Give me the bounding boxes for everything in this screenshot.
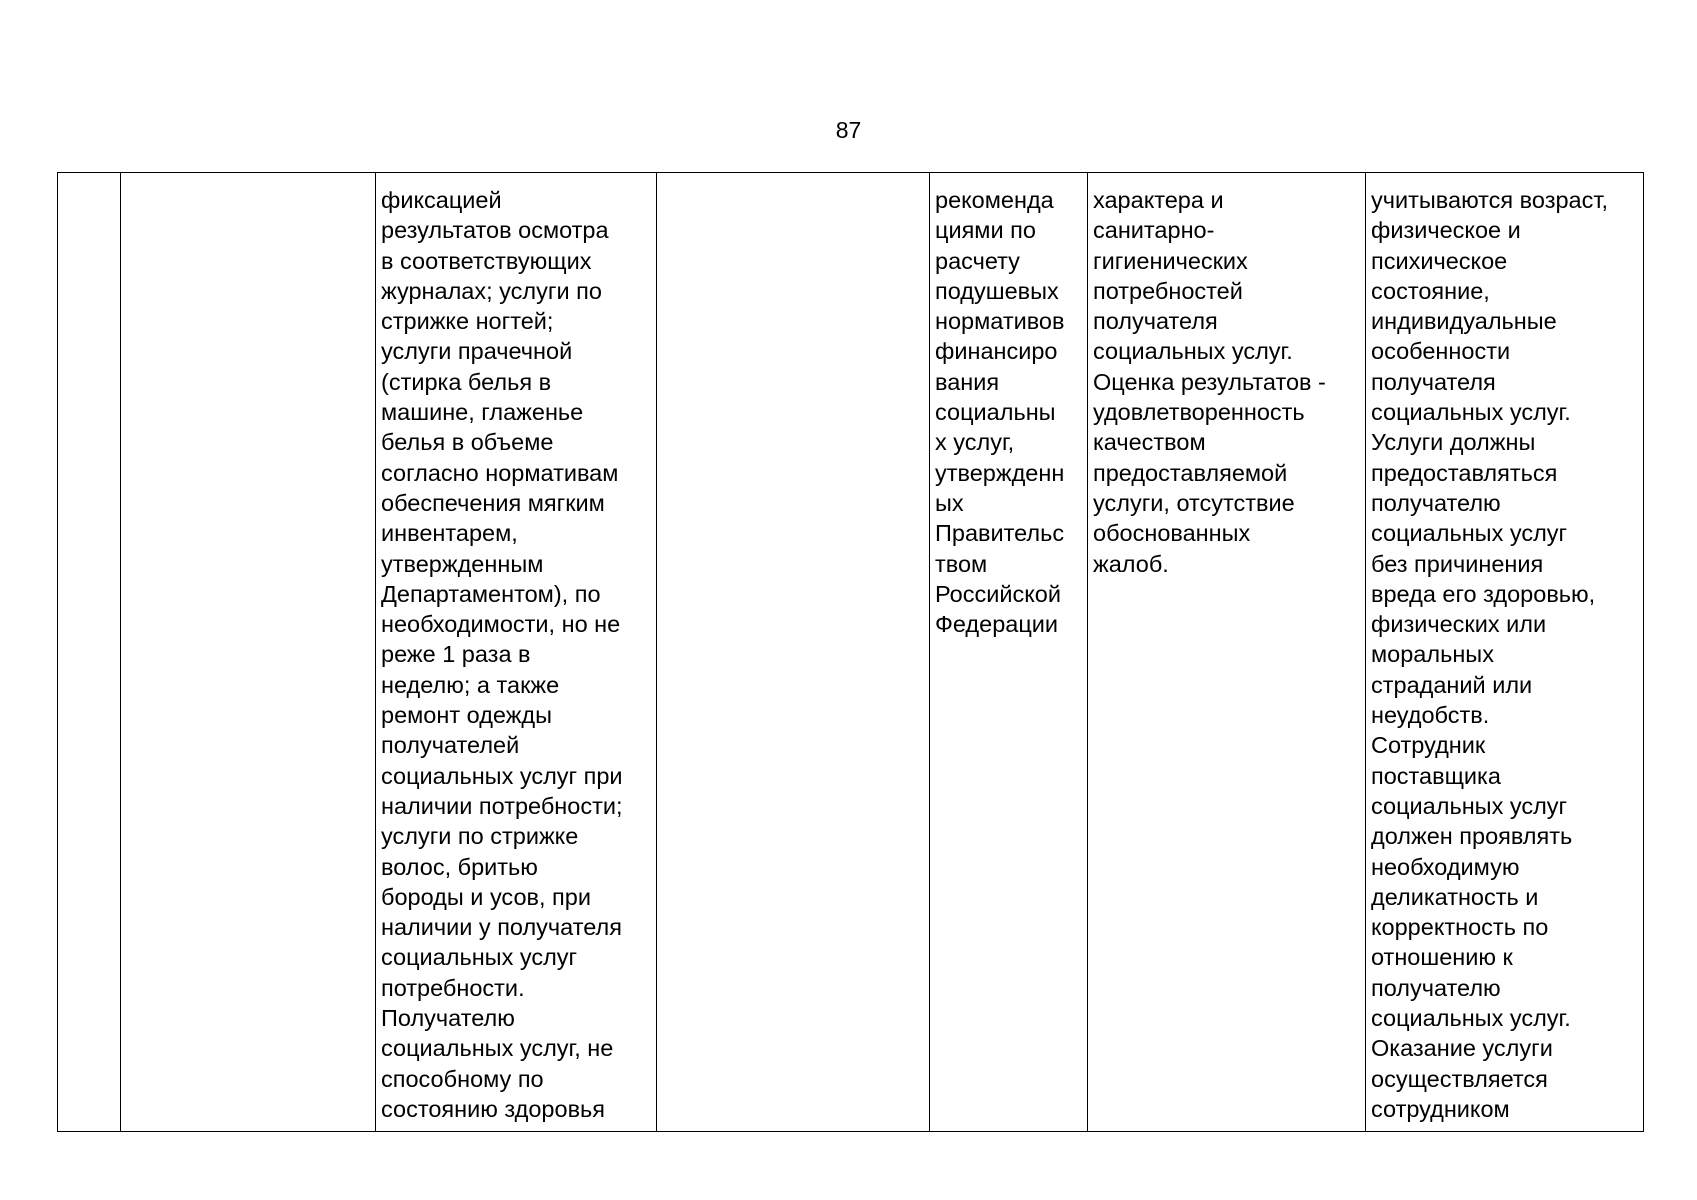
table-cell-2 [121, 173, 376, 1132]
cell-text: рекоменда циями по расчету подушевых нормативов финансиро вания социальны х услуг, утвержденн ых Правительс твом Российской Федерации [935, 187, 1065, 638]
table-cell-3 [376, 173, 657, 1132]
cell-text: характера и санитарно- гигиенических потребностей получателя социальных услуг. Оценка результатов - удовлетворенность качеством предоставляемой услуги, отсутствие обоснованных жалоб. [1093, 187, 1326, 577]
cell-text: фиксацией результатов осмотра в соответствующих журналах; услуги по стрижке ногтей; услуги прачечной (стирка белья в машине, глаженье белья в объеме согласно нормативам обеспечения мягким инвентарем, утвержденным Департаментом), по необходимости, но не реже 1 раза в неделю; а также ремонт одежды получателей социальных услуг при наличии потребности; услуги по стрижке волос, бритью бороды и усов, при наличии у получателя социальных услуг потребности. Получателю социальных услуг, не способному по состоянию здоровья [381, 187, 623, 1122]
cell-text: учитываются возраст, физическое и психическое состояние, индивидуальные особенности получателя социальных услуг. Услуги должны предоставляться получателю социальных услуг без причинения вреда его здоровью, физических или моральных страданий или неудобств. Сотрудник поставщика социальных услуг должен проявлять необходимую деликатность и корректность по отношению к получателю социальных услуг. Оказание услуги осуществляется сотрудником [1371, 187, 1609, 1122]
table-cell-5 [930, 173, 1088, 1132]
page-number: 87 [835, 117, 862, 143]
table-cell-7 [1366, 173, 1644, 1132]
table-cell-1 [58, 173, 121, 1132]
services-table [57, 172, 1644, 1132]
table-row [58, 173, 1644, 1132]
table-cell-4 [657, 173, 930, 1132]
table-cell-6 [1088, 173, 1366, 1132]
